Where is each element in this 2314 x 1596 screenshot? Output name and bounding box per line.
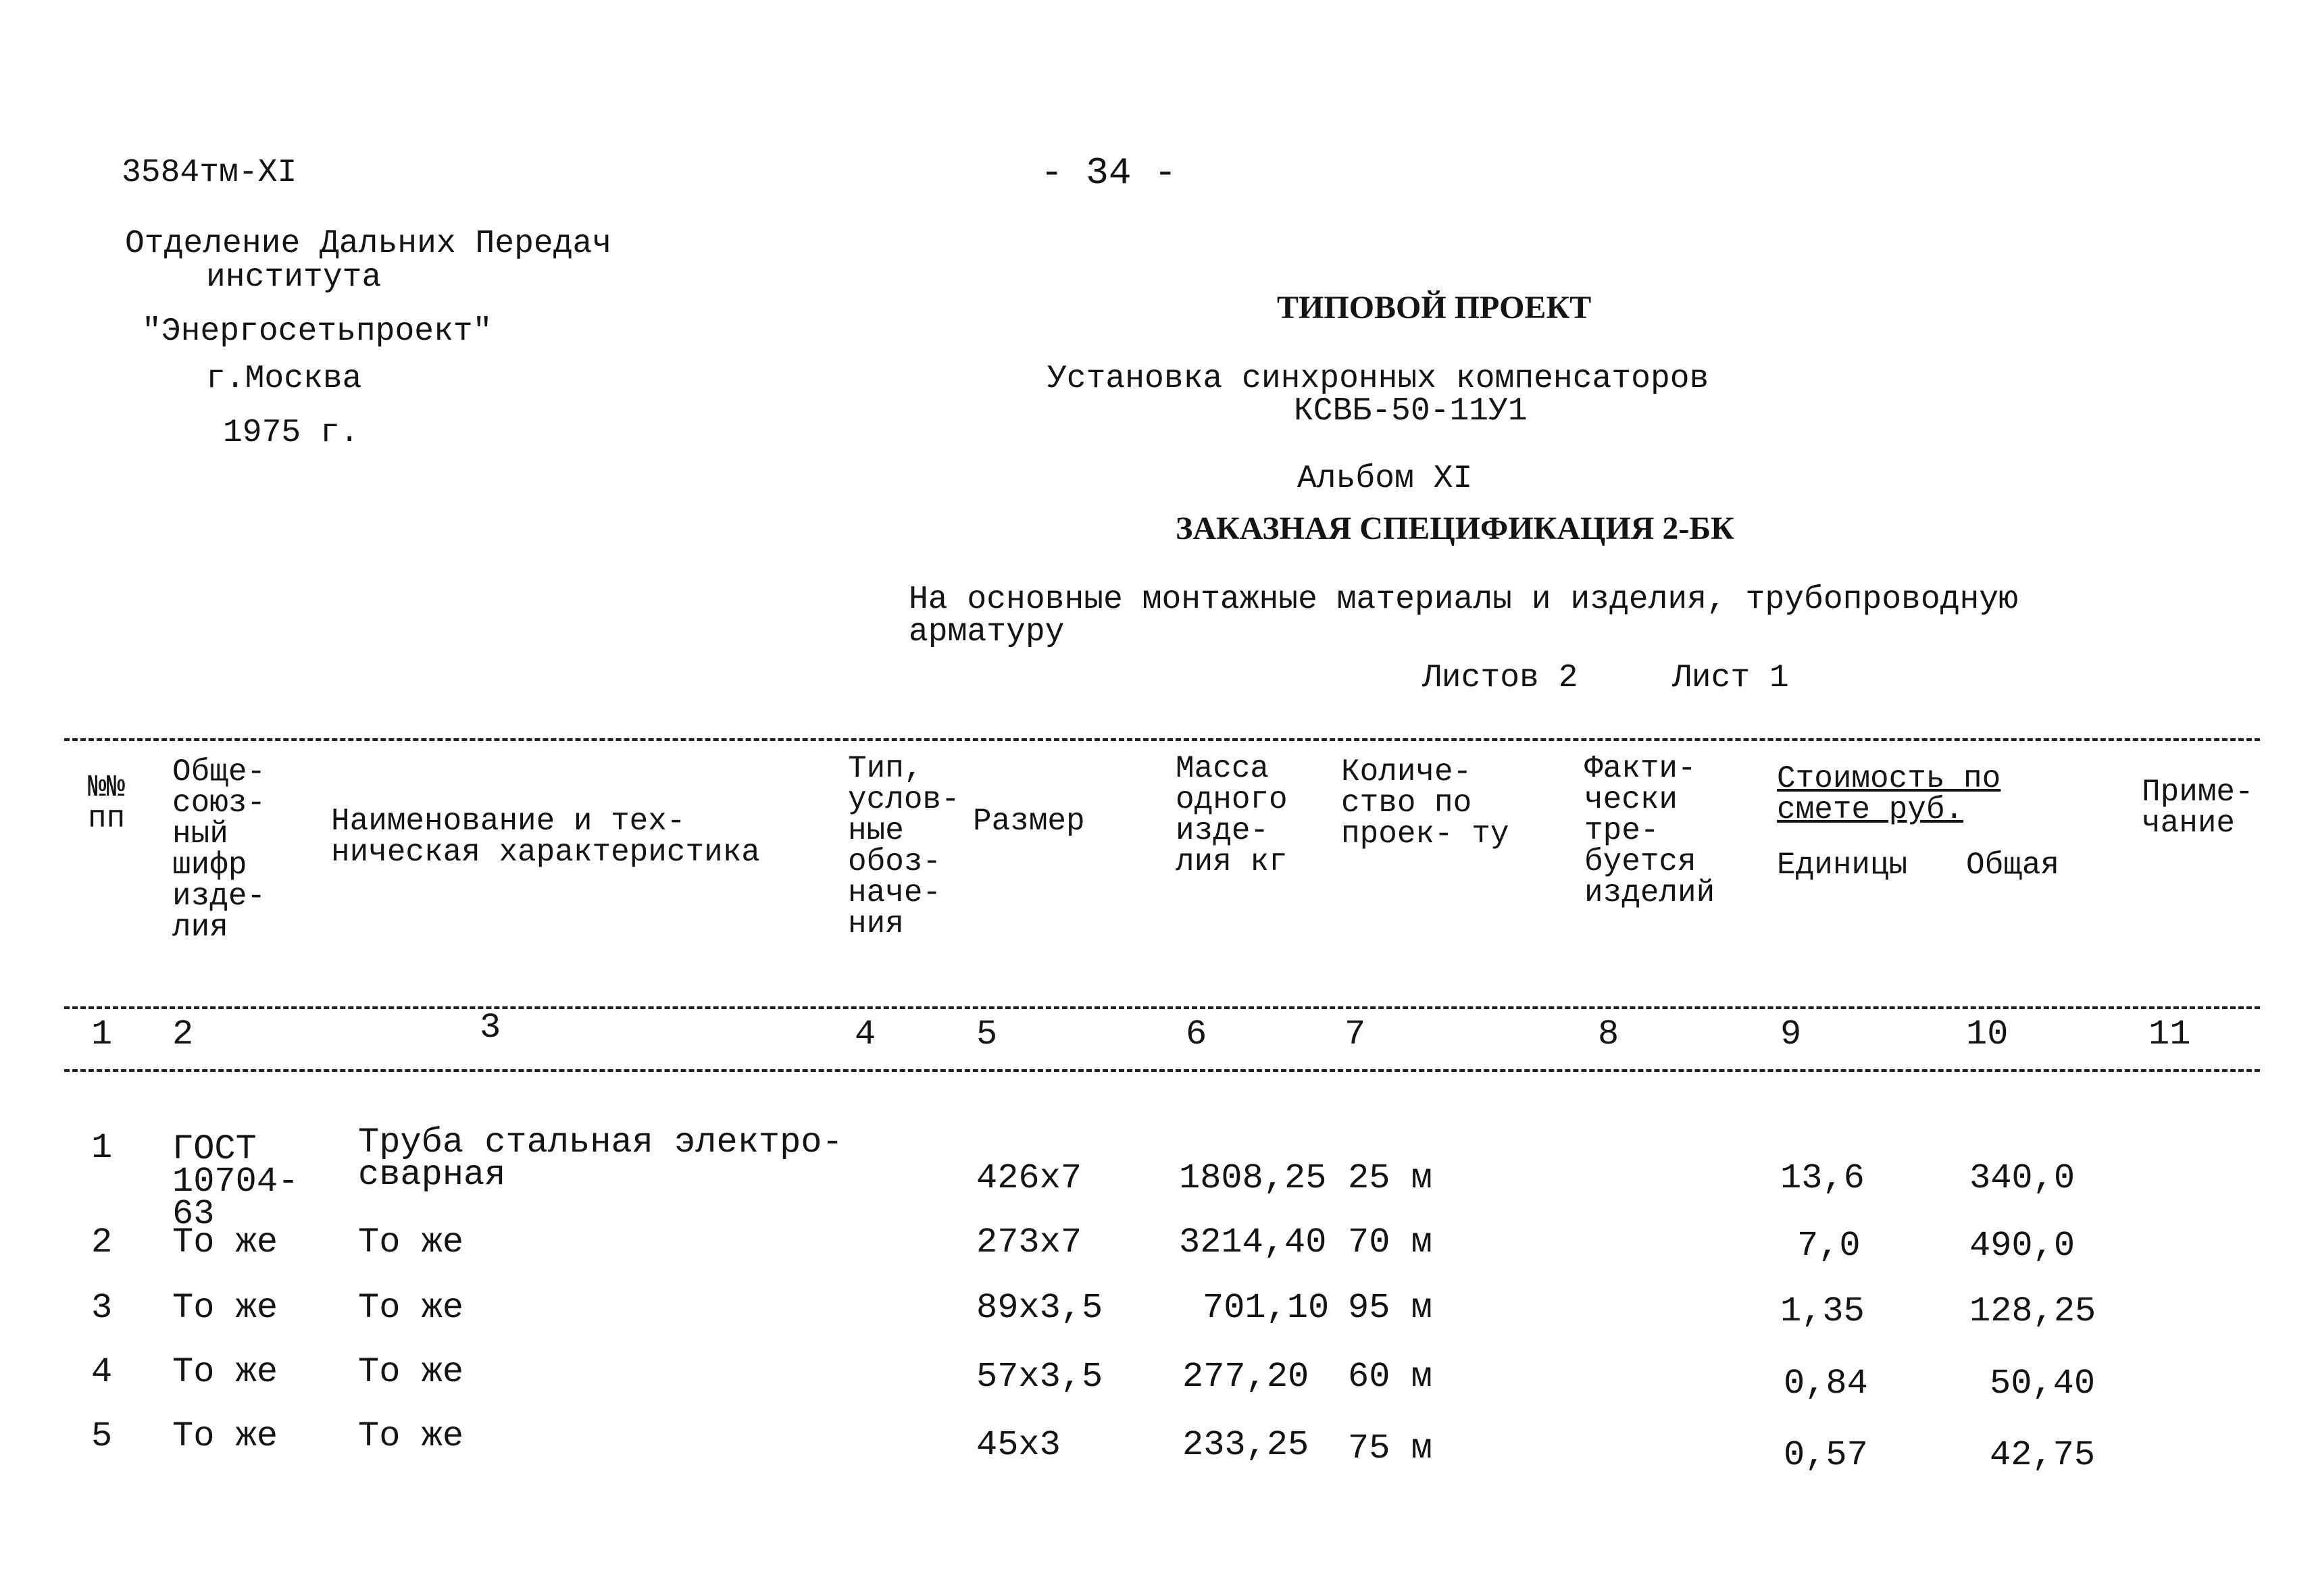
document-code: 3584тм-XI	[122, 155, 297, 191]
album-label: Альбом XI	[1297, 461, 1473, 497]
specification-title: ЗАКАЗНАЯ СПЕЦИФИКАЦИЯ 2-БК	[1176, 511, 1734, 546]
header-cost-group: Стоимость по смете руб.	[1777, 761, 2001, 827]
row-mass: 277,20	[1182, 1357, 1309, 1397]
org-institute-label: института	[206, 259, 382, 296]
header-mass: Масса одного изде- лия кг	[1176, 751, 1288, 879]
header-cost-total: Общая	[1966, 848, 2060, 883]
row-code: ГОСТ 10704-63	[172, 1129, 299, 1234]
row-total: 50,40	[1990, 1364, 2096, 1404]
col-number-3: 3	[480, 1008, 501, 1048]
row-total: 490,0	[1969, 1226, 2076, 1266]
header-name: Наименование и тех- ническая характеристика	[331, 804, 760, 870]
col-number-9: 9	[1780, 1014, 1802, 1054]
project-subject-line1: Установка синхронных компенсаторов	[1047, 361, 1709, 397]
row-size: 426x7	[976, 1158, 1082, 1198]
col-number-5: 5	[976, 1014, 998, 1054]
row-code: То же	[172, 1288, 278, 1328]
col-number-11: 11	[2148, 1014, 2191, 1054]
row-number: 5	[91, 1416, 113, 1456]
org-year: 1975 г.	[223, 415, 359, 451]
project-subject-line2: КСВБ-50-11У1	[1294, 393, 1528, 430]
header-quantity: Количе- ство по проек- ту	[1341, 754, 1509, 852]
header-row-number: №№ пп	[88, 770, 126, 836]
row-size: 45x3	[976, 1425, 1061, 1465]
row-name: То же	[358, 1352, 464, 1392]
header-actual: Факти- чески тре- буется изделий	[1584, 751, 1715, 910]
col-number-6: 6	[1186, 1014, 1207, 1054]
row-total: 340,0	[1969, 1158, 2076, 1198]
row-mass: 3214,40	[1179, 1222, 1327, 1262]
row-name: Труба стальная электро- сварная	[358, 1123, 843, 1195]
project-type: ТИПОВОЙ ПРОЕКТ	[1277, 290, 1592, 326]
row-total: 128,25	[1969, 1291, 2096, 1331]
row-size: 57x3,5	[976, 1357, 1103, 1397]
col-number-2: 2	[172, 1014, 194, 1054]
row-mass: 233,25	[1182, 1425, 1309, 1465]
sheet-number: Лист 1	[1672, 660, 1789, 696]
row-unit-price: 7,0	[1797, 1226, 1861, 1266]
row-unit-price: 0,57	[1784, 1435, 1868, 1475]
row-number: 4	[91, 1352, 113, 1392]
row-unit-price: 1,35	[1780, 1291, 1865, 1331]
row-total: 42,75	[1990, 1435, 2096, 1475]
row-quantity: 25 м	[1348, 1158, 1432, 1198]
row-size: 89x3,5	[976, 1288, 1103, 1328]
table-top-rule	[64, 738, 2260, 741]
header-size: Размер	[973, 804, 1085, 839]
row-code: То же	[172, 1352, 278, 1392]
row-number: 3	[91, 1288, 113, 1328]
col-number-7: 7	[1344, 1014, 1366, 1054]
spec-description-line1: На основные монтажные материалы и изделия, трубопроводную	[909, 582, 2018, 618]
spec-description-line2: арматуру	[909, 614, 1065, 650]
row-code: То же	[172, 1222, 278, 1262]
org-institute-name: "Энергосетьпроект"	[142, 313, 493, 350]
row-code: То же	[172, 1416, 278, 1456]
col-number-1: 1	[91, 1014, 113, 1054]
sheets-total: Листов 2	[1422, 660, 1578, 696]
row-unit-price: 0,84	[1784, 1364, 1868, 1404]
col-numbers-bottom-rule	[64, 1069, 2260, 1072]
header-cost-unit: Единицы	[1777, 848, 1908, 883]
row-quantity: 95 м	[1348, 1288, 1432, 1328]
org-department: Отделение Дальних Передач	[125, 226, 612, 262]
col-number-10: 10	[1966, 1014, 2009, 1054]
row-mass: 701,10	[1203, 1288, 1330, 1328]
row-name: То же	[358, 1416, 464, 1456]
header-note: Приме- чание	[2142, 775, 2254, 841]
page-number: - 34 -	[1040, 151, 1177, 195]
row-size: 273x7	[976, 1222, 1082, 1262]
row-name: То же	[358, 1288, 464, 1328]
row-name: То же	[358, 1222, 464, 1262]
col-number-4: 4	[855, 1014, 876, 1054]
row-mass: 1808,25	[1179, 1158, 1327, 1198]
row-quantity: 60 м	[1348, 1357, 1432, 1397]
row-unit-price: 13,6	[1780, 1158, 1865, 1198]
row-number: 1	[91, 1128, 113, 1168]
col-number-8: 8	[1598, 1014, 1619, 1054]
header-bottom-rule	[64, 1006, 2260, 1009]
header-type: Тип, услов- ные обоз- наче- ния	[848, 751, 960, 942]
row-quantity: 70 м	[1348, 1222, 1432, 1262]
row-number: 2	[91, 1222, 113, 1262]
header-union-code: Обще- союз- ный шифр изде- лия	[172, 754, 266, 945]
row-quantity: 75 м	[1348, 1428, 1432, 1468]
org-city: г.Москва	[206, 361, 362, 397]
